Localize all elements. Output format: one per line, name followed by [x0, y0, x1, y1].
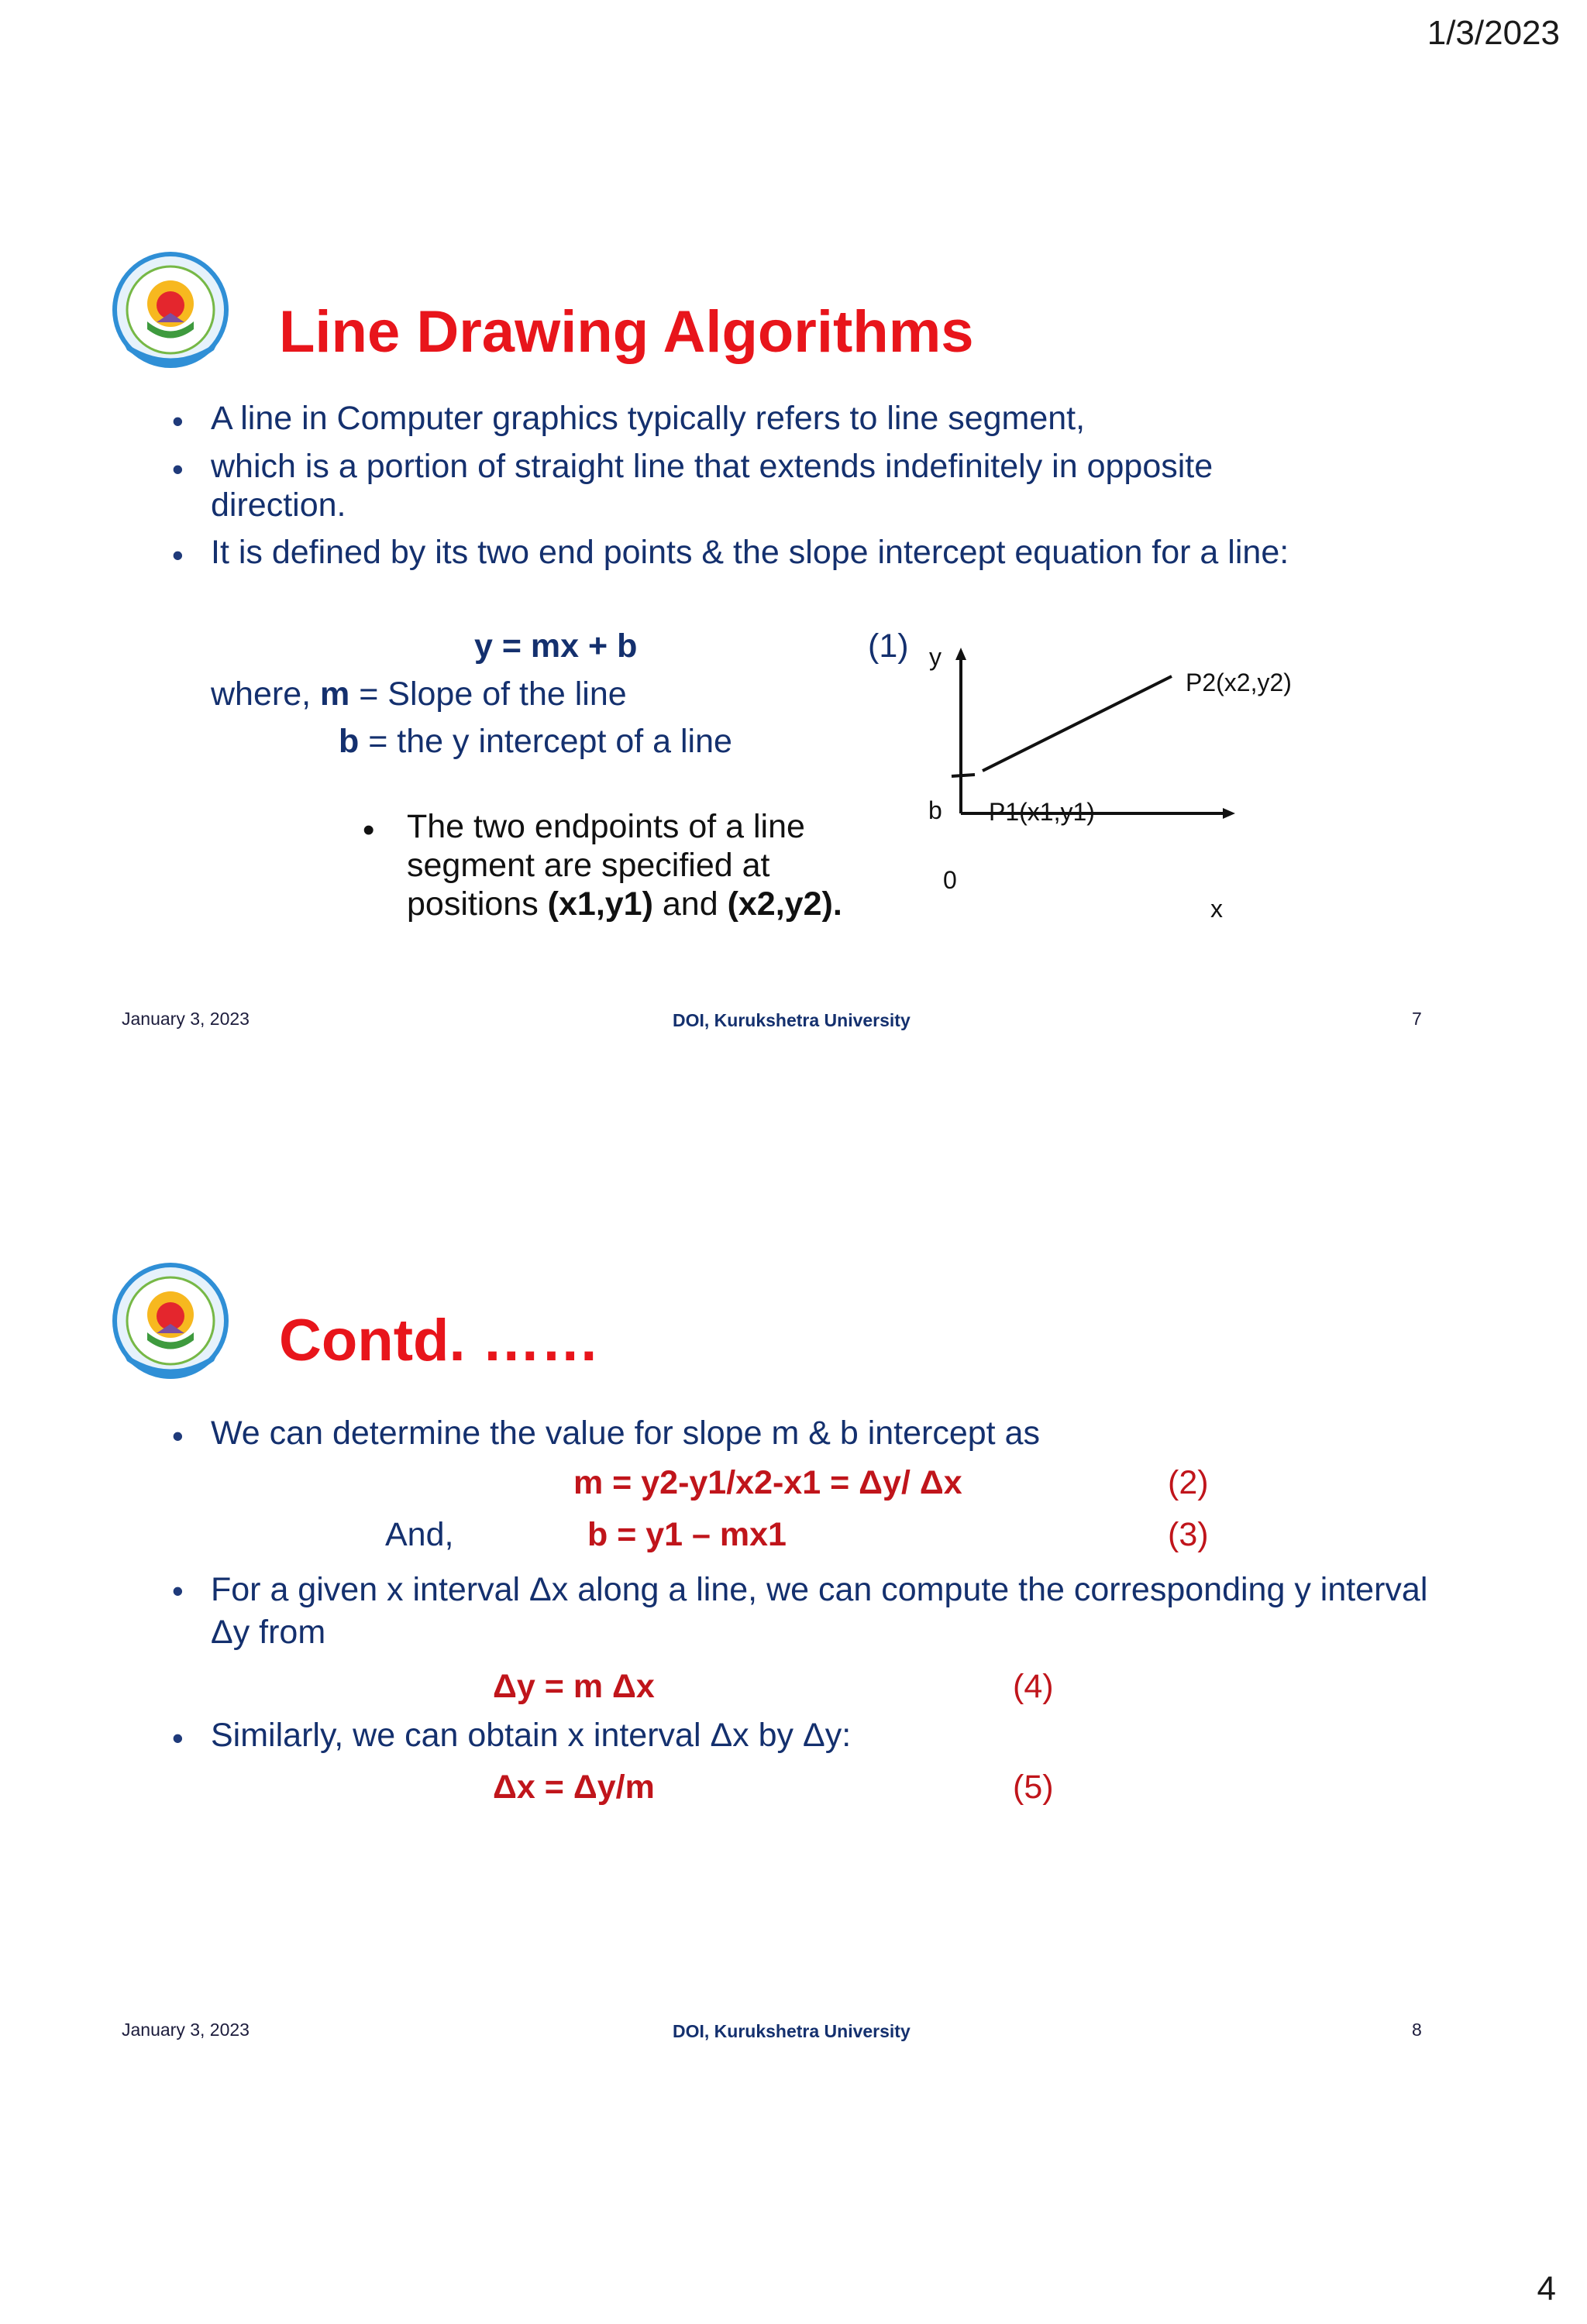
x-axis-arrow-icon [1223, 808, 1235, 819]
equation-1: y = mx + b [474, 627, 638, 665]
bullet-text: A line in Computer graphics typically refers to line segment, [211, 400, 1086, 437]
origin-label: 0 [943, 866, 957, 894]
x-axis-label: x [1210, 895, 1223, 923]
endpoint-p1: (x1,y1) [547, 885, 653, 923]
bullet-marker: • [363, 811, 375, 849]
slide-title: Line Drawing Algorithms [279, 299, 974, 365]
equation-2-number: (2) [1168, 1464, 1209, 1501]
p1-label: P1(x1,y1) [989, 798, 1095, 826]
endpoints-prefix: The two endpoints of a line segment are specified at positions [407, 808, 805, 923]
equation-5: Δx = Δy/m [493, 1769, 655, 1806]
bullet-marker: • [172, 1418, 184, 1454]
page-date: 1/3/2023 [1427, 14, 1560, 52]
b-label: b [928, 796, 942, 824]
footer-slide-number: 7 [1412, 1009, 1422, 1029]
definition-b [339, 723, 732, 761]
slide-title: Contd. …… [279, 1308, 600, 1373]
m-definition: = Slope of the line [359, 676, 627, 713]
bullet-text: Similarly, we can obtain x interval Δx by Δy: [211, 1717, 852, 1754]
bullet-marker: • [172, 451, 184, 487]
endpoint-p2: (x2,y2). [727, 885, 842, 923]
b-tick [952, 775, 975, 776]
endpoints-text [407, 807, 903, 923]
definition-m [211, 676, 627, 713]
bullet-marker: • [172, 1573, 184, 1609]
bullet-marker: • [172, 403, 184, 439]
b-symbol: b [339, 723, 360, 760]
equation-4-number: (4) [1013, 1668, 1054, 1705]
slide-8 [0, 1259, 1587, 2057]
university-seal-icon [108, 248, 232, 372]
p2-label: P2(x2,y2) [1186, 669, 1292, 696]
university-seal-icon [108, 1259, 232, 1383]
footer-date: January 3, 2023 [122, 2020, 250, 2040]
bullet-marker: • [172, 1720, 184, 1756]
y-axis-arrow-icon [955, 648, 966, 660]
equation-4: Δy = m Δx [493, 1668, 655, 1705]
footer-date: January 3, 2023 [122, 1009, 250, 1029]
equation-1-number: (1) [868, 627, 909, 665]
footer-center: DOI, Kurukshetra University [673, 1010, 911, 1030]
m-symbol: m [320, 676, 350, 713]
slide-7 [0, 248, 1587, 1046]
where-label: where, [211, 676, 312, 713]
bullet-text: which is a portion of straight line that extends indefinitely in opposite direction. [211, 448, 1213, 524]
footer-slide-number: 8 [1412, 2020, 1422, 2040]
equation-3: b = y1 – mx1 [587, 1516, 787, 1553]
equation-2: m = y2-y1/x2-x1 = Δy/ Δx [573, 1464, 962, 1501]
b-definition: = the y intercept of a line [368, 723, 732, 760]
bullet-text: For a given x interval Δx along a line, we can compute the corresponding y interval Δy from [211, 1571, 1428, 1651]
and-label: And, [385, 1516, 454, 1553]
page-number: 4 [1537, 2270, 1556, 2308]
line-segment [983, 676, 1172, 771]
bullet-text: It is defined by its two end points & the slope intercept equation for a line: [211, 534, 1289, 571]
y-axis-label: y [929, 643, 942, 671]
footer-center: DOI, Kurukshetra University [673, 2021, 911, 2041]
bullet-text: We can determine the value for slope m & b intercept as [211, 1415, 1040, 1452]
bullet-marker: • [172, 537, 184, 573]
equation-3-number: (3) [1168, 1516, 1209, 1553]
equation-5-number: (5) [1013, 1769, 1054, 1806]
endpoint-and: and [662, 885, 718, 923]
